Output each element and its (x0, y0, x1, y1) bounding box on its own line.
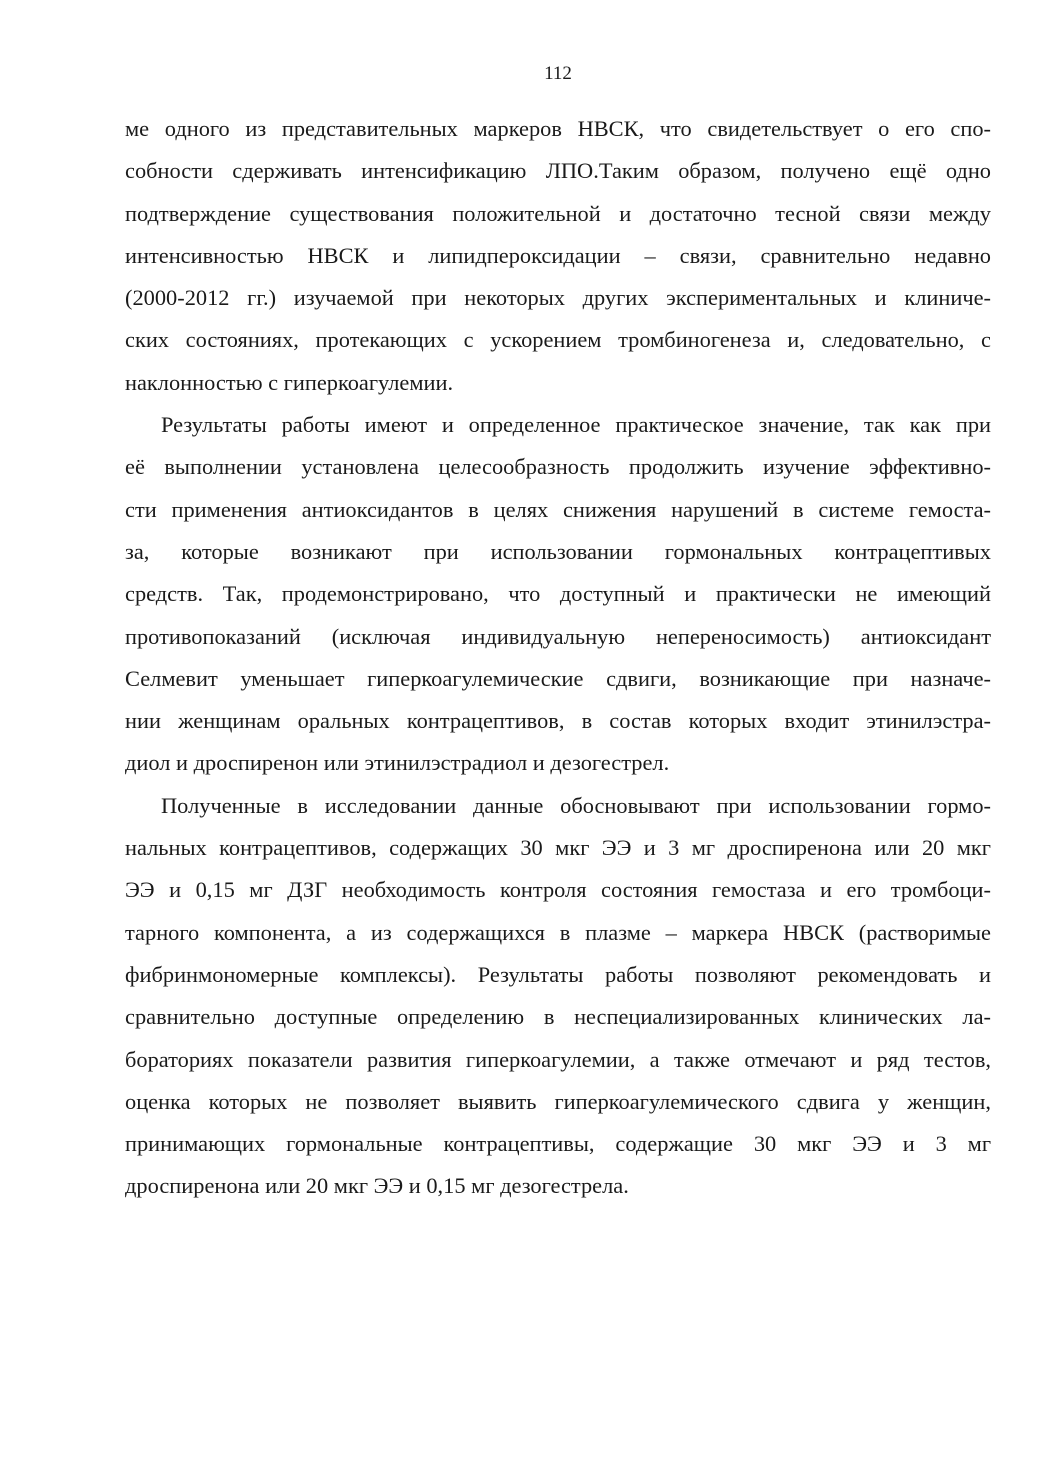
text-line: фибринмономерные комплексы). Результаты работы позволяют рекомендовать и (125, 961, 991, 987)
text-line: собности сдерживать интенсификацию ЛПО.Таким образом, получено ещё одно (125, 158, 991, 184)
text-line: нии женщинам оральных контрацептивов, в состав которых входит этинилэстра- (125, 708, 991, 734)
text-line: Результаты работы имеют и определенное практическое значение, так как при (161, 412, 991, 438)
text-line: ских состояниях, протекающих с ускорением тромбиногенеза и, следовательно, с (125, 327, 991, 353)
text-line: Селмевит уменьшает гиперкоагулемические сдвиги, возникающие при назначе- (125, 665, 991, 691)
text-line: сти применения антиоксидантов в целях снижения нарушений в системе гемоста- (125, 496, 991, 522)
paragraph-2 (125, 404, 991, 785)
text-line: диол и дроспиренон или этинилэстрадиол и дезогестрел. (125, 750, 670, 776)
text-line: интенсивностью НВСК и липидпероксидации – связи, сравнительно недавно (125, 242, 991, 268)
page-number: 112 (544, 63, 572, 84)
text-line: ЭЭ и 0,15 мг ДЗГ необходимость контроля состояния гемостаза и его тромбоци- (125, 877, 991, 903)
document-body (125, 108, 991, 1208)
text-line: оценка которых не позволяет выявить гиперкоагулемического сдвига у женщин, (125, 1088, 991, 1114)
text-line: средств. Так, продемонстрировано, что доступный и практически не имеющий (125, 581, 991, 607)
text-line: противопоказаний (исключая индивидуальную непереносимость) антиоксидант (125, 623, 991, 649)
text-line: её выполнении установлена целесообразность продолжить изучение эффективно- (125, 454, 991, 480)
text-line: за, которые возникают при использовании гормональных контрацептивых (125, 538, 991, 564)
text-line: тарного компонента, а из содержащихся в плазме – маркера НВСК (растворимые (125, 919, 991, 945)
text-line: принимающих гормональные контрацептивы, содержащие 30 мкг ЭЭ и 3 мг (125, 1131, 991, 1157)
text-line: бораториях показатели развития гиперкоагулемии, а также отмечают и ряд тестов, (125, 1046, 991, 1072)
text-line: (2000-2012 гг.) изучаемой при некоторых других экспериментальных и клиниче- (125, 285, 991, 311)
text-line: наклонностью с гиперкоагулемии. (125, 369, 454, 395)
text-line: нальных контрацептивов, содержащих 30 мкг ЭЭ и 3 мг дроспиренона или 20 мкг (125, 835, 991, 861)
paragraph-1 (125, 108, 991, 404)
paragraph-3 (125, 785, 991, 1208)
text-line: дроспиренона или 20 мкг ЭЭ и 0,15 мг дезогестрела. (125, 1173, 629, 1199)
text-line: Полученные в исследовании данные обосновывают при использовании гормо- (161, 792, 991, 818)
text-line: подтверждение существования положительной и достаточно тесной связи между (125, 200, 991, 226)
text-line: ме одного из представительных маркеров НВСК, что свидетельствует о его спо- (125, 116, 991, 141)
text-line: сравнительно доступные определению в неспециализированных клинических ла- (125, 1004, 991, 1030)
